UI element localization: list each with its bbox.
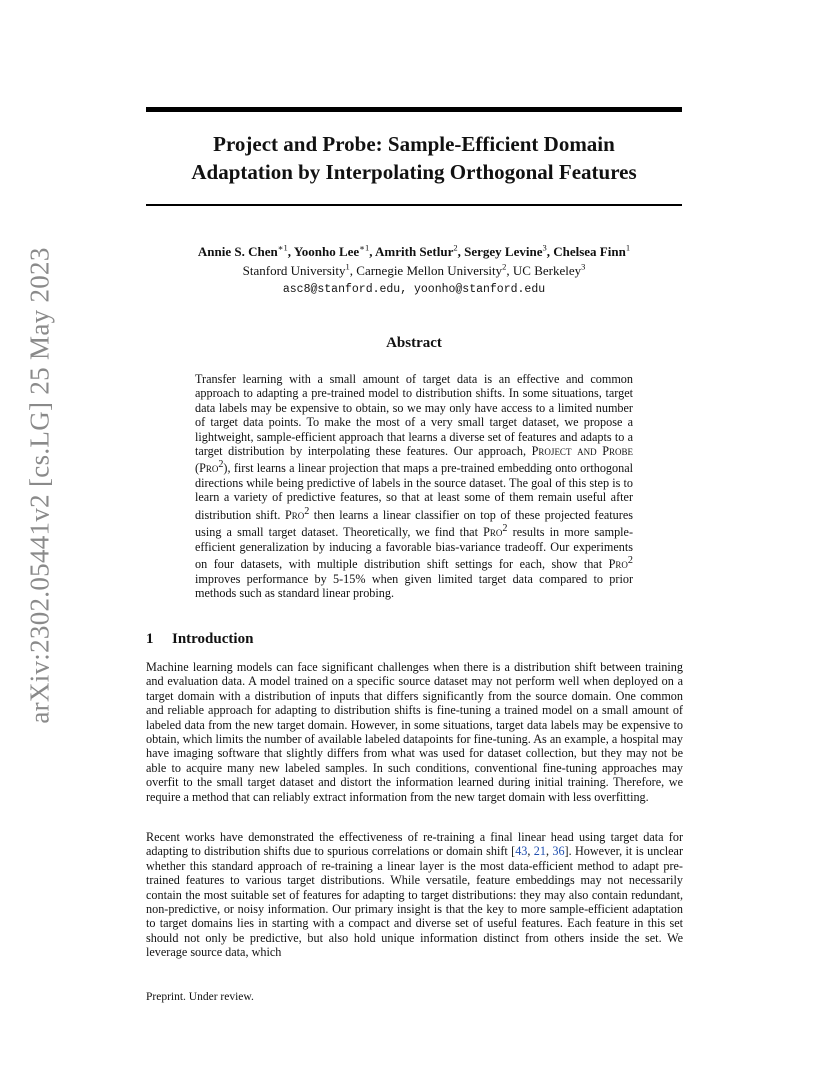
arxiv-identifier-text: arXiv:2302.05441v2 [cs.LG] 25 May 2023 [24,246,55,724]
paper-title [146,130,682,186]
method-short-name: Pro [199,461,219,476]
title-rule-bottom [146,204,682,206]
arxiv-identifier [20,246,60,724]
author-affiliation-mark: ∗1 [277,242,288,253]
author-names: Annie S. Chen$^{∗1}$, Yoonho Lee$^{∗1}$, Amrith Setlur$^2$, Sergey Levine$^3$, Chelsea Finn$^1$ [197,242,631,259]
method-short-name: Pro [608,557,628,572]
author-affiliations: Stanford University$^1$, Carnegie Mellon University$^2$, UC Berkeley$^3$ [242,261,586,278]
author-affiliation-mark: 3 [542,242,547,253]
abstract-text-part: ), first learns a linear projection that maps a pre-trained embedding onto orthogonal directions while being predictive of labels in the source dataset. The goal of this step is to learn a variety of predictive features, so that at least some of them remain useful after distribution shift. [195,461,633,522]
method-superscript: 2 [502,523,508,535]
section-heading-introduction [146,631,682,648]
method-superscript: 2 [627,555,633,567]
abstract-text-part: results in more sample-efficient generalization by inducing a favorable bias-variance tradeoff. Our experiments on four datasets, with multiple distribution shift settings for each, show that [195,525,634,572]
abstract-text-part: then learns a linear classifier on top of these projected features using a small target dataset. Theoretically, we find that [195,507,633,540]
abstract-text-part: Transfer learning with a small amount of target data is an effective and common approach to adapting a pre-trained model to distribution shifts. In some situations, target data labels may be expensive to obtain, so we may only have access to a limited number of target data points. To make the most of a very small target dataset, we propose a lightweight, sample-efficient approach that learns a diverse set of features and adapts to a target distribution by interpolating these features. Our approach, [195,372,633,459]
affiliation-mark: 2 [502,261,507,272]
paper-title-line-1: Project and Probe: Sample-Efficient Domain [213,132,615,156]
author-block [146,242,682,299]
method-short-name: Pro [284,507,305,522]
section-title: Introduction [172,631,254,647]
method-superscript: 2 [218,459,224,471]
author-affiliation-mark: 2 [453,242,458,253]
affiliation: UC Berkeley [512,263,582,278]
affiliation: Carnegie Mellon University [356,263,503,278]
intro-paragraph-1: Machine learning models can face significant challenges when there is a distribution shift between training and evaluation data. A model trained on a specific source dataset may not perform well when deployed on a target domain with a distribution of inputs that differs significantly from the source domain. One common and reliable approach for adapting to distribution shifts is fine-tuning a trained model on a small amount of labeled data from the new target domain. However, in some situations, target data labels may be expensive to obtain, which limits the number of available labeled datapoints for fine-tuning. As an example, a hospital may have imaging software that slightly differs from what was used for dataset collection, but they may not be able to acquire many new labeled samples. In such conditions, conventional fine-tuning approaches may overfit to the small target dataset and distort the information learned during initial training. Therefore, we require a method that can reliably extract information from the new target domain with less overfitting. [146,660,683,804]
author-name: Yoonho Lee [293,244,360,259]
affiliation-mark: 1 [345,261,350,272]
paragraph-text: ]. However, it is unclear whether this standard approach of re-training a linear layer is the most data-efficient method to adapt pre-trained features to various target distributions. While versatile, feature embeddings may not necessarily contain the most suitable set of features for adapting to target distributions: they may also contain redundant, non-predictive, or noisy information. Our primary insight is that the key to more sample-efficient adaptation to target domains lies in starting with a compact and diverse set of useful features. Each feature in this set should not only be predictive, but also hold unique information distinct from others inside the set. We leverage source data, which [146,844,683,960]
abstract-heading: Abstract [386,335,442,351]
abstract-text-part: ( [195,461,200,476]
footer-note: Preprint. Under review. [146,991,254,1003]
title-rule-top [146,107,682,112]
affiliation-mark: 3 [581,261,586,272]
paper-title-line-2: Adaptation by Interpolating Orthogonal Features [191,160,637,184]
author-name: Sergey Levine [464,244,543,259]
paragraph-text: Recent works have demonstrated the effectiveness of re-training a final linear head using target data for adapting to distribution shifts due to spurious correlations or domain shift [ [146,830,683,859]
citation-link[interactable]: 36 [552,844,565,859]
affiliation: Stanford University [242,263,346,278]
intro-paragraph-2: Recent works have demonstrated the effectiveness of re-training a final linear head using target data for adapting to distribution shifts due to spurious correlations or domain shift [43, 21, 36]. However, it is unclear whether this standard approach of re-training a linear layer is the most data-efficient method to adapt pre-trained features to various target distributions. While versatile, feature embeddings may not necessarily contain the most suitable set of features for adapting to target distributions: they may also contain redundant, non-predictive, or noisy information. Our primary insight is that the key to more sample-efficient adaptation to target domains lies in starting with a compact and diverse set of useful features. Each feature in this set should not only be predictive, but also hold unique information distinct from others inside the set. We leverage source data, which [146,830,683,960]
section-number: 1 [146,631,154,647]
author-emails: asc8@stanford.edu, yoonho@stanford.edu [282,283,546,296]
method-name: Project and Probe [531,444,634,459]
method-short-name: Pro [483,525,503,540]
author-name: Amrith Setlur [375,244,454,259]
abstract-text-part: improves performance by 5-15% when given limited target data compared to prior methods such as standard linear probing. [195,571,633,600]
author-name: Annie S. Chen [197,244,278,259]
abstract-text [195,372,633,600]
author-name: Chelsea Finn [553,244,626,259]
citation-link[interactable]: 21 [533,844,546,859]
author-affiliation-mark: 1 [625,242,631,253]
author-affiliation-mark: ∗1 [359,242,370,253]
method-superscript: 2 [304,505,310,517]
citation-link[interactable]: 43 [515,844,528,859]
